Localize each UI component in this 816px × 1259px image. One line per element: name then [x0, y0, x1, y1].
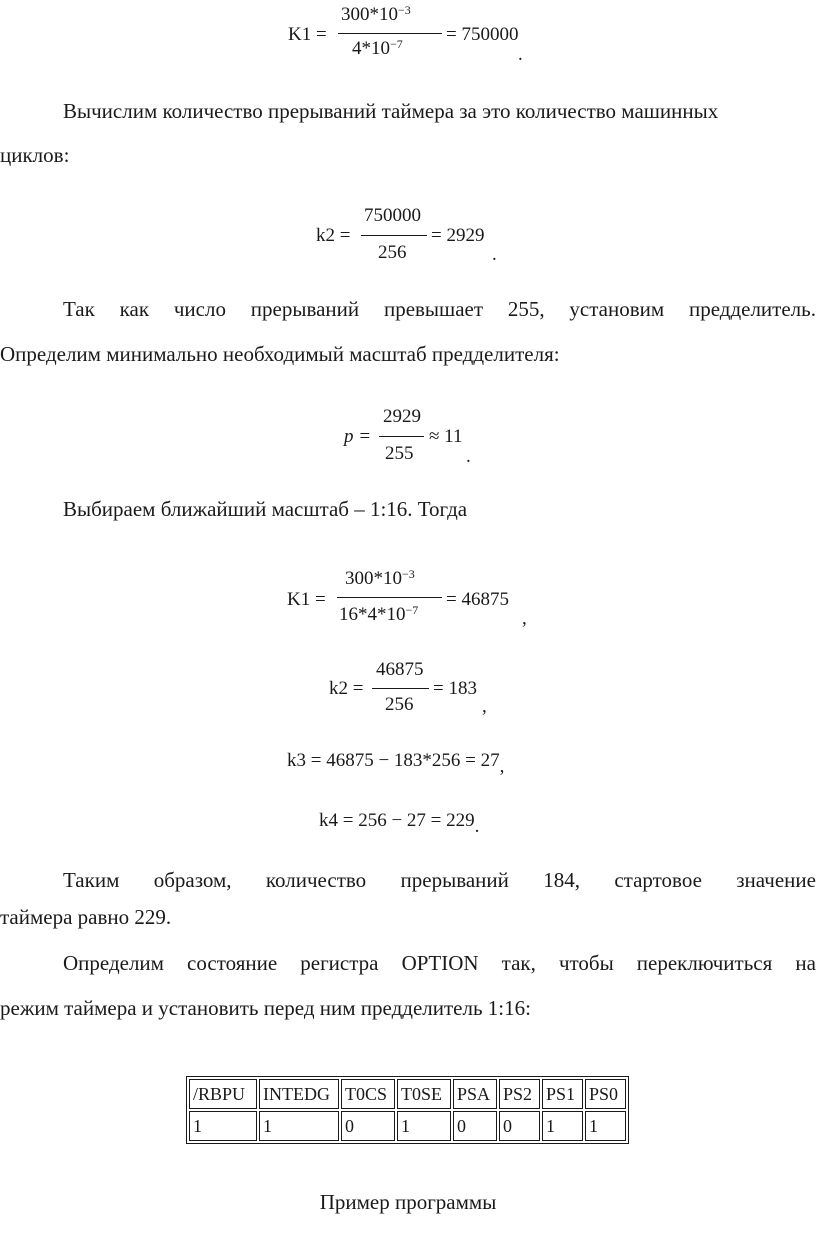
word: Так — [63, 297, 95, 321]
eq5-rhs: = 183 — [433, 678, 477, 699]
eq1-lhs: K1 = — [288, 24, 327, 45]
table-header-cell: PS2 — [499, 1079, 540, 1109]
word: установим — [569, 297, 665, 321]
table-header-cell: INTEDG — [259, 1079, 339, 1109]
word: прерываний — [400, 868, 509, 892]
eq1-denominator: $4*10^{-7}$ — [352, 37, 403, 59]
eq4-rhs: = 46875 — [446, 589, 509, 610]
table-cell: 1 — [585, 1111, 626, 1141]
eq3-lhs: p = — [344, 426, 372, 447]
word: так, — [501, 951, 536, 975]
word: чтобы — [558, 951, 614, 975]
table-cell: 1 — [259, 1111, 339, 1141]
table-cell: 1 — [542, 1111, 583, 1141]
eq1-fraction-bar — [338, 33, 442, 34]
word: прерываний — [250, 297, 360, 321]
table-header-cell: T0SE — [397, 1079, 451, 1109]
para1-line2: циклов: — [0, 143, 70, 167]
eq4-numerator: $300*10^{-3}$ — [345, 567, 415, 589]
eq2-punct: . — [492, 244, 497, 265]
eq3-denominator: 255 — [385, 443, 414, 464]
table-header-cell: PS1 — [542, 1079, 583, 1109]
table-cell: 1 — [397, 1111, 451, 1141]
word: предделитель. — [688, 297, 816, 321]
para1-line1: Вычислим количество прерываний таймера за это количество машинных — [63, 99, 719, 123]
eq4-punct: , — [522, 608, 527, 629]
table-header-cell: PS0 — [585, 1079, 626, 1109]
eq5-fraction-bar — [372, 688, 429, 689]
word: превышает — [383, 297, 484, 321]
para3-line1: Выбираем ближайший масштаб – 1:16. Тогда — [63, 497, 468, 521]
eq1-rhs: = 750000 — [446, 24, 519, 45]
eq2-lhs: k2 = — [316, 225, 351, 246]
para4-line1 — [63, 868, 816, 892]
eq4-denominator: $16*4*10^{-7}$ — [339, 603, 419, 625]
table-cell: 1 — [189, 1111, 257, 1141]
para2-line2: Определим минимально необходимый масштаб предделителя: — [0, 342, 560, 366]
eq3-fraction-bar — [379, 436, 424, 437]
table-cell: 0 — [453, 1111, 497, 1141]
word: Определим — [63, 951, 164, 975]
word: образом, — [153, 868, 232, 892]
table-header-cell: /RBPU — [189, 1079, 257, 1109]
eq1-punct: . — [518, 44, 523, 65]
eq2-denominator: 256 — [378, 242, 407, 263]
option-register-table — [186, 1076, 629, 1144]
word: Таким — [63, 868, 120, 892]
word: переключиться — [636, 951, 773, 975]
eq5-denominator: 256 — [385, 694, 414, 715]
eq2-rhs: = 2929 — [431, 225, 485, 246]
table-header-cell: PSA — [453, 1079, 497, 1109]
word: количество — [265, 868, 367, 892]
equation-k3: k3 = 46875 − 183*256 = 27, — [287, 750, 505, 777]
table-cell: 0 — [341, 1111, 395, 1141]
para4-line2: таймера равно 229. — [0, 905, 172, 929]
word: регистра — [300, 951, 379, 975]
table-header-cell: T0CS — [341, 1079, 395, 1109]
word: на — [795, 951, 816, 975]
para5-line1 — [63, 951, 816, 975]
section-caption: Пример программы — [319, 1190, 497, 1214]
eq3-punct: . — [466, 446, 471, 467]
eq3-rhs: ≈ 11 — [429, 426, 463, 447]
word: число — [173, 297, 226, 321]
eq4-lhs: K1 = — [287, 589, 326, 610]
word: стартовое — [614, 868, 702, 892]
eq5-lhs: k2 = — [329, 678, 364, 699]
word: состояние — [187, 951, 278, 975]
table-header-row — [189, 1079, 626, 1109]
word: значение — [736, 868, 816, 892]
word: как — [119, 297, 150, 321]
equation-k4: k4 = 256 − 27 = 229. — [319, 810, 480, 837]
eq2-numerator: 750000 — [364, 205, 421, 226]
word: 255, — [507, 297, 545, 321]
eq5-punct: , — [482, 696, 487, 717]
eq5-numerator: 46875 — [376, 659, 424, 680]
table-row — [189, 1111, 626, 1141]
para5-line2: режим таймера и установить перед ним предделитель 1:16: — [0, 996, 531, 1020]
eq4-fraction-bar — [337, 597, 442, 598]
table-cell: 0 — [499, 1111, 540, 1141]
eq2-fraction-bar — [361, 235, 427, 236]
word-option: OPTION — [401, 951, 479, 975]
eq1-numerator: $300*10^{-3}$ — [341, 3, 411, 25]
para2-line1 — [63, 297, 816, 321]
eq3-numerator: 2929 — [383, 406, 421, 427]
word: 184, — [543, 868, 580, 892]
